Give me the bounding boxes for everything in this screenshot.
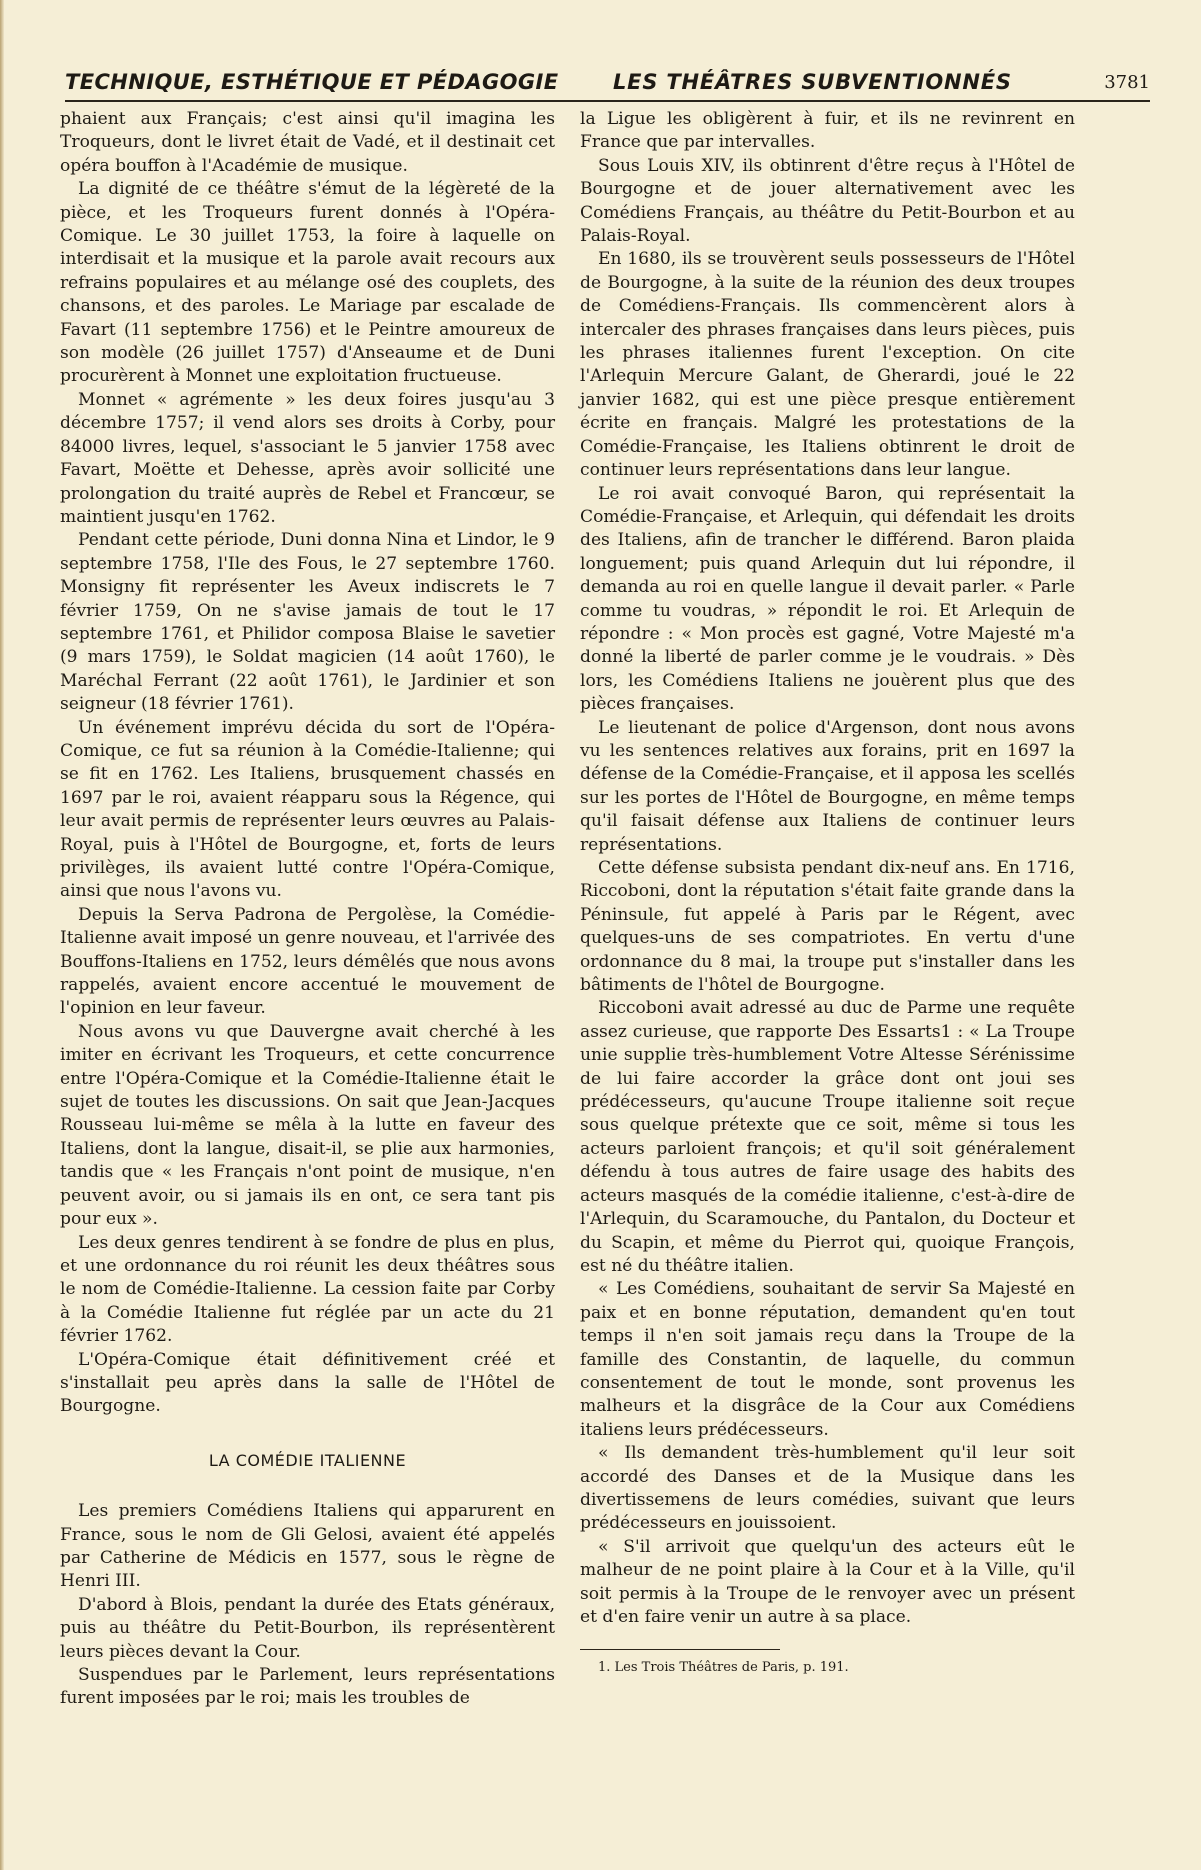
paragraph: phaient aux Français; c'est ainsi qu'il imagina les Troqueurs, dont le livret était de Vadé, et il destinait cet opéra bouffon à l'Académie de musique. (60, 109, 555, 176)
paragraph: La dignité de ce théâtre s'émut de la légèreté de la pièce, et les Troqueurs furent donnés à l'Opéra-Comique. Le 30 juillet 1753, la foire à laquelle on interdisait et la musique et la parole avait recours aux refrains populaires et au mélange osé des couplets, des chansons, et des paroles. Le Mariage par escalade de Favart (11 septembre 1756) et le Peintre amoureux de son modèle (26 juillet 1757) d'Anseaume et de Duni procurèrent à Monnet une exploitation fructueuse. (60, 179, 555, 387)
footnote-rule (580, 1649, 780, 1650)
paragraph: Le roi avait convoqué Baron, qui représentait la Comédie-Française, et Arlequin, qui défendait les droits des Italiens, afin de trancher le différend. Baron plaida longuement; puis quand Arlequin dut lui répondre, il demanda au roi en quelle langue il devait parler. « Parle comme tu voudras, » répondit le roi. Et Arlequin de répondre : « Mon procès est gagné, Votre Majesté m'a donné la liberté de parler comme je le voudrais. » Dès lors, les Comédiens Italiens ne jouèrent plus que des pièces françaises. (580, 483, 1075, 715)
header-right-title: LES THÉÂTRES SUBVENTIONNÉS (613, 70, 1012, 94)
paragraph: En 1680, ils se trouvèrent seuls possesseurs de l'Hôtel de Bourgogne, à la suite de la réunion des deux troupes de Comédiens-Français. Ils commencèrent alors à intercaler des phrases françaises dans leurs pièces, puis les phrases italiennes furent l'exception. On cite l'Arlequin Mercure Galant, de Gherardi, joué le 22 janvier 1682, qui est une pièce presque entièrement écrite en français. Malgré les protestations de la Comédie-Française, les Italiens obtinrent le droit de continuer leurs représentations dans leur langue. (580, 249, 1075, 481)
paragraph: L'Opéra-Comique était définitivement créé et s'installait peu après dans la salle de l'Hôtel de Bourgogne. (60, 1349, 555, 1417)
page-edge (0, 0, 4, 1870)
left-column (60, 108, 555, 1711)
footnote: 1. Les Trois Théâtres de Paris, p. 191. (598, 1660, 849, 1676)
paragraph: « Les Comédiens, souhaitant de servir Sa Majesté en paix et en bonne réputation, demandent qu'en tout temps il n'en soit jamais reçu dans la Troupe de la famille des Constantin, de laquelle, du commun consentement de tout le monde, sont provenus les malheurs et la disgrâce de la Cour aux Comédiens italiens leurs prédécesseurs. (580, 1279, 1075, 1440)
paragraph: Les deux genres tendirent à se fondre de plus en plus, et une ordonnance du roi réunit les deux théâtres sous le nom de Comédie-Italienne. La cession faite par Corby à la Comédie Italienne fut réglée par un acte du 21 février 1762. (60, 1232, 555, 1347)
section-heading: LA COMÉDIE ITALIENNE (208, 1450, 407, 1470)
page-number: 3781 (1104, 72, 1150, 93)
paragraph: « S'il arrivoit que quelqu'un des acteurs eût le malheur de ne point plaire à la Cour et à la Ville, qu'il soit permis à la Troupe de le renvoyer avec un présent et d'en faire venir un autre à sa place. (580, 1536, 1075, 1627)
paragraph: Nous avons vu que Dauvergne avait cherché à les imiter en écrivant les Troqueurs, et cette concurrence entre l'Opéra-Comique et la Comédie-Italienne était le sujet de toutes les discussions. On sait que Jean-Jacques Rousseau lui-même se mêla à la lutte en faveur des Italiens, dont la langue, disait-il, se plie aux harmonies, tandis que « les Français n'ont point de musique, n'en peuvent avoir, ou si jamais ils en ont, ce sera tant pis pour eux ». (60, 1021, 555, 1230)
paragraph: Sous Louis XIV, ils obtinrent d'être reçus à l'Hôtel de Bourgogne et de jouer alternativement avec les Comédiens Français, au théâtre du Petit-Bourbon et au Palais-Royal. (580, 155, 1075, 247)
paragraph: Le lieutenant de police d'Argenson, dont nous avons vu les sentences relatives aux forains, prit en 1697 la défense de la Comédie-Française, et il apposa les scellés sur les portes de l'Hôtel de Bourgogne, en même temps qu'il faisait défense aux Italiens de continuer leurs représentations. (580, 717, 1075, 855)
paragraph: la Ligue les obligèrent à fuir, et ils ne revinrent en France que par intervalles. (580, 109, 1075, 153)
paragraph: D'abord à Blois, pendant la durée des Etats généraux, puis au théâtre du Petit-Bourbon, ils représentèrent leurs pièces devant la Cour. (60, 1594, 555, 1662)
paragraph: Cette défense subsista pendant dix-neuf ans. En 1716, Riccoboni, dont la réputation s'était faite grande dans la Péninsule, fut appelé à Paris par le Régent, avec quelques-uns de ses compatriotes. En vertu d'une ordonnance du 8 mai, la troupe put s'installer dans les bâtiments de l'hôtel de Bourgogne. (580, 858, 1075, 996)
paragraph: « Ils demandent très-humblement qu'il leur soit accordé des Danses et de la Musique dans les divertissemens de leurs comédies, suivant que leurs prédécesseurs en jouissoient. (580, 1443, 1075, 1534)
paragraph: Suspendues par le Parlement, leurs représentations furent imposées par le roi; mais les troubles de (60, 1665, 555, 1709)
header-left-title: TECHNIQUE, ESTHÉTIQUE ET PÉDAGOGIE (65, 70, 559, 94)
running-header (65, 70, 1150, 102)
paragraph: Riccoboni avait adressé au duc de Parme une requête assez curieuse, que rapporte Des Essarts1 : « La Troupe unie supplie très-humblement Votre Altesse Sérénissime de lui faire accorder la grâce dont ont joui ses prédécesseurs, qu'aucune Troupe italienne soit reçue sous quelque prétexte que ce soit, même si tous les acteurs parloient françois; et qu'il soit généralement défendu à tous autres de faire usage des habits des acteurs masqués de la comédie italienne, c'est-à-dire de l'Arlequin, du Scaramouche, du Pantalon, du Docteur et du Scapin, et même du Pierrot qui, quoique François, est né du théâtre italien. (580, 998, 1075, 1276)
right-column (580, 108, 1075, 1676)
paragraph: Monnet « agrémente » les deux foires jusqu'au 3 décembre 1757; il vend alors ses droits à Corby, pour 84000 livres, lequel, s'associant le 5 janvier 1758 avec Favart, Moëtte et Dehesse, après avoir sollicité une prolongation du traité auprès de Rebel et Francœur, se maintient jusqu'en 1762. (60, 389, 555, 527)
paragraph: Un événement imprévu décida du sort de l'Opéra-Comique, ce fut sa réunion à la Comédie-Italienne; qui se fit en 1762. Les Italiens, brusquement chassés en 1697 par le roi, avaient réapparu sous la Régence, qui leur avait permis de représenter leurs œuvres au Palais-Royal, puis à l'Hôtel de Bourgogne, et, forts de leurs privilèges, ils avaient lutté contre l'Opéra-Comique, ainsi que nous l'avons vu. (60, 717, 555, 902)
paragraph: Les premiers Comédiens Italiens qui apparurent en France, sous le nom de Gli Gelosi, avaient été appelés par Catherine de Médicis en 1577, sous le règne de Henri III. (60, 1501, 555, 1592)
paragraph: Depuis la Serva Padrona de Pergolèse, la Comédie-Italienne avait imposé un genre nouveau, et l'arrivée des Bouffons-Italiens en 1752, leurs démêlés que nous avons rappelés, avaient encore accentué le mouvement de l'opinion en leur faveur. (60, 904, 555, 1019)
paragraph: Pendant cette période, Duni donna Nina et Lindor, le 9 septembre 1758, l'Ile des Fous, le 27 septembre 1760. Monsigny fit représenter les Aveux indiscrets le 7 février 1759, On ne s'avise jamais de tout le 17 septembre 1761, et Philidor composa Blaise le savetier (9 mars 1759), le Soldat magicien (14 août 1760), le Maréchal Ferrant (22 août 1761), le Jardinier et son seigneur (18 février 1761). (60, 530, 555, 715)
